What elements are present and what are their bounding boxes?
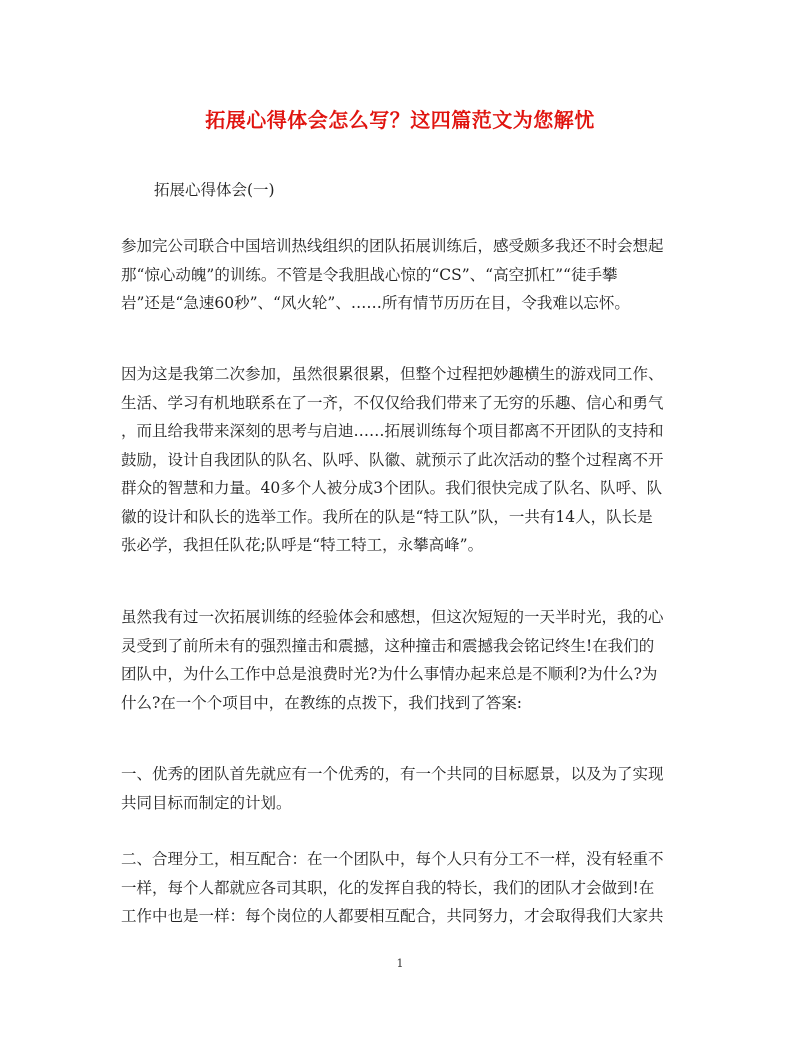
- section-subtitle: 拓展心得体会(一): [154, 181, 275, 199]
- paragraph-line: 徽的设计和队长的选举工作。我所在的队是“特工队”队，一共有14人，队长是: [121, 507, 653, 526]
- paragraph-line: 虽然我有过一次拓展训练的经验体会和感想，但这次短短的一天半时光，我的心: [121, 608, 664, 626]
- document-title: 拓展心得体会怎么写？这四篇范文为您解忧: [205, 108, 595, 132]
- paragraph-line: 一、优秀的团队首先就应有一个优秀的，有一个共同的目标愿景，以及为了实现: [121, 765, 664, 783]
- paragraph-line: 一样，每个人都就应各司其职，化的发挥自我的特长，我们的团队才会做到!在: [121, 878, 655, 897]
- paragraph-line: 岩”还是“急速60秒”、“风火轮”、……所有情节历历在目，令我难以忘怀。: [121, 294, 630, 312]
- paragraph-2: [121, 360, 686, 560]
- paragraph-line: 什么?在一个个项目中，在教练的点拨下，我们找到了答案:: [121, 693, 523, 712]
- paragraph-line: 鼓励，设计自我团队的队名、队呼、队徽、就预示了此次活动的整个过程离不开: [121, 450, 664, 469]
- paragraph-line: 生活、学习有机地联系在了一齐，不仅仅给我们带来了无穷的乐趣、信心和勇气: [121, 393, 664, 412]
- paragraph-line: 群众的智慧和力量。40多个人被分成3个团队。我们很快完成了队名、队呼、队: [121, 479, 663, 497]
- paragraph-line: 那“惊心动魄”的训练。不管是令我胆战心惊的“CS”、“高空抓杠”“徒手攀: [121, 265, 618, 284]
- paragraph-1: [121, 232, 686, 318]
- paragraph-line: 共同目标而制定的计划。: [121, 793, 292, 812]
- paragraph-line: 参加完公司联合中国培训热线组织的团队拓展训练后，感受颇多我还不时会想起: [121, 237, 664, 255]
- paragraph-line: 二、合理分工，相互配合：在一个团队中，每个人只有分工不一样，没有轻重不: [121, 850, 664, 868]
- paragraph-line: 工作中也是一样：每个岗位的人都要相互配合，共同努力，才会取得我们大家共: [121, 907, 664, 925]
- paragraph-5: [121, 845, 686, 931]
- page-number: 1: [396, 957, 404, 970]
- paragraph-line: 张必学，我担任队花;队呼是“特工特工，永攀高峰”。: [121, 536, 484, 554]
- paragraph-line: 因为这是我第二次参加，虽然很累很累，但整个过程把妙趣横生的游戏同工作、: [121, 365, 664, 383]
- paragraph-3: [121, 603, 686, 717]
- paragraph-4: [121, 760, 686, 817]
- paragraph-line: ，而且给我带来深刻的思考与启迪……拓展训练每个项目都离不开团队的支持和: [121, 422, 664, 440]
- paragraph-line: 灵受到了前所未有的强烈撞击和震撼，这种撞击和震撼我会铭记终生!在我们的: [121, 636, 655, 655]
- paragraph-line: 团队中，为什么工作中总是浪费时光?为什么事情办起来总是不顺利?为什么?为: [121, 665, 658, 683]
